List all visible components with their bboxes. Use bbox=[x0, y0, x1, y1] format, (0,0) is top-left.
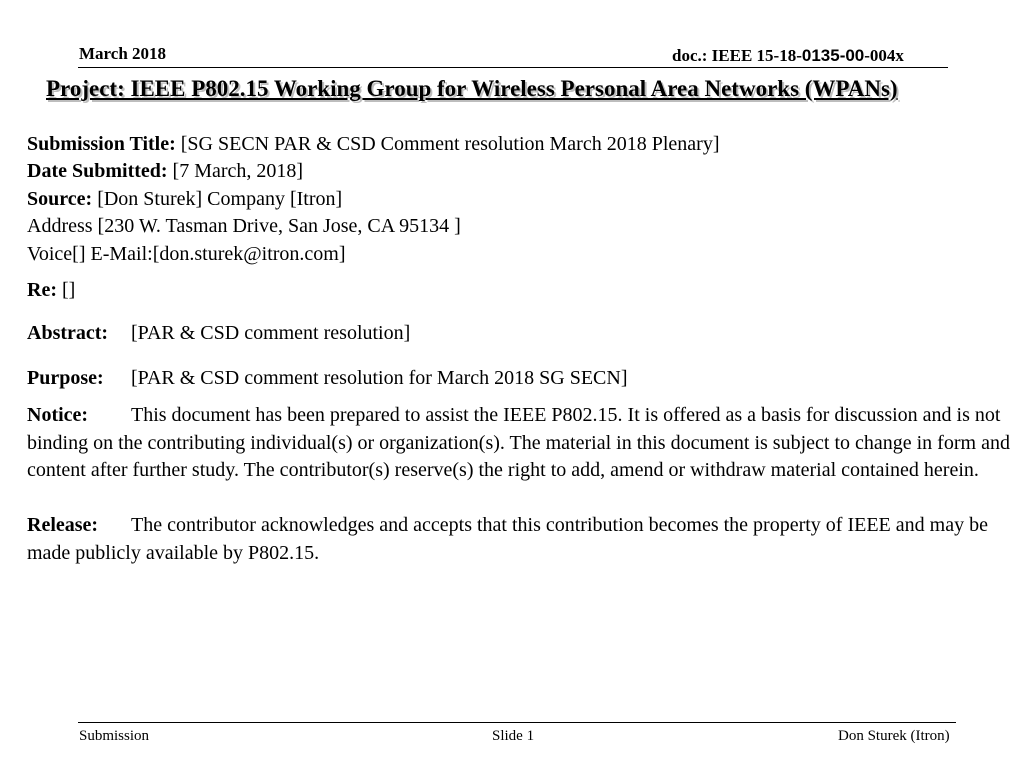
voice-email-field: Voice[] E-Mail:[don.sturek@itron.com] bbox=[27, 243, 346, 265]
source-field bbox=[27, 188, 342, 211]
release-label: Release: bbox=[27, 514, 99, 536]
re-value: [] bbox=[61, 279, 76, 301]
submission-title-value: [SG SECN PAR & CSD Comment resolution March 2018 Plenary] bbox=[180, 133, 720, 155]
header-doc-id bbox=[672, 46, 904, 66]
date-submitted-value: [7 March, 2018] bbox=[172, 160, 304, 182]
doc-id-number: 0135-00 bbox=[801, 46, 865, 65]
date-submitted-label: Date Submitted: bbox=[27, 160, 168, 182]
header-date: March 2018 bbox=[79, 44, 167, 63]
purpose-field bbox=[27, 367, 927, 390]
abstract-field bbox=[27, 322, 927, 345]
source-value: [Don Sturek] Company [Itron] bbox=[97, 188, 343, 210]
re-label: Re: bbox=[27, 279, 57, 301]
footer-divider bbox=[78, 722, 956, 723]
notice-text: This document has been prepared to assist the IEEE P802.15. It is offered as a basis for discussion and is not binding on the contributing individual(s) or organization(s). The material in this document is subject to change in form and content after further study. The contributor(s) reserve(s) the right to add, amend or withdraw material contained herein. bbox=[27, 404, 1010, 481]
doc-id-suffix: -004x bbox=[864, 46, 904, 65]
release-paragraph bbox=[27, 512, 1017, 567]
notice-paragraph bbox=[27, 402, 1017, 485]
abstract-label: Abstract: bbox=[27, 322, 109, 344]
notice-label: Notice: bbox=[27, 404, 89, 426]
address-field: Address [230 W. Tasman Drive, San Jose, CA 95134 ] bbox=[27, 215, 461, 237]
submission-title-label: Submission Title: bbox=[27, 133, 176, 155]
header-divider bbox=[78, 67, 948, 68]
purpose-value: [PAR & CSD comment resolution for March 2018 SG SECN] bbox=[131, 367, 628, 389]
source-label: Source: bbox=[27, 188, 93, 210]
release-text: The contributor acknowledges and accepts that this contribution becomes the property of IEEE and may be made publicly available by P802.15. bbox=[27, 514, 988, 564]
re-field bbox=[27, 279, 75, 302]
submission-title-field bbox=[27, 133, 719, 156]
date-submitted-field bbox=[27, 160, 303, 183]
footer-slide-number: Slide 1 bbox=[492, 728, 535, 744]
footer-author: Don Sturek (Itron) bbox=[838, 728, 950, 744]
abstract-value: [PAR & CSD comment resolution] bbox=[131, 322, 411, 344]
project-title: Project: IEEE P802.15 Working Group for Wireless Personal Area Networks (WPANs) bbox=[46, 76, 898, 101]
footer-submission: Submission bbox=[79, 728, 150, 744]
doc-id-prefix: doc.: IEEE 15-18- bbox=[672, 46, 802, 65]
purpose-label: Purpose: bbox=[27, 367, 104, 389]
